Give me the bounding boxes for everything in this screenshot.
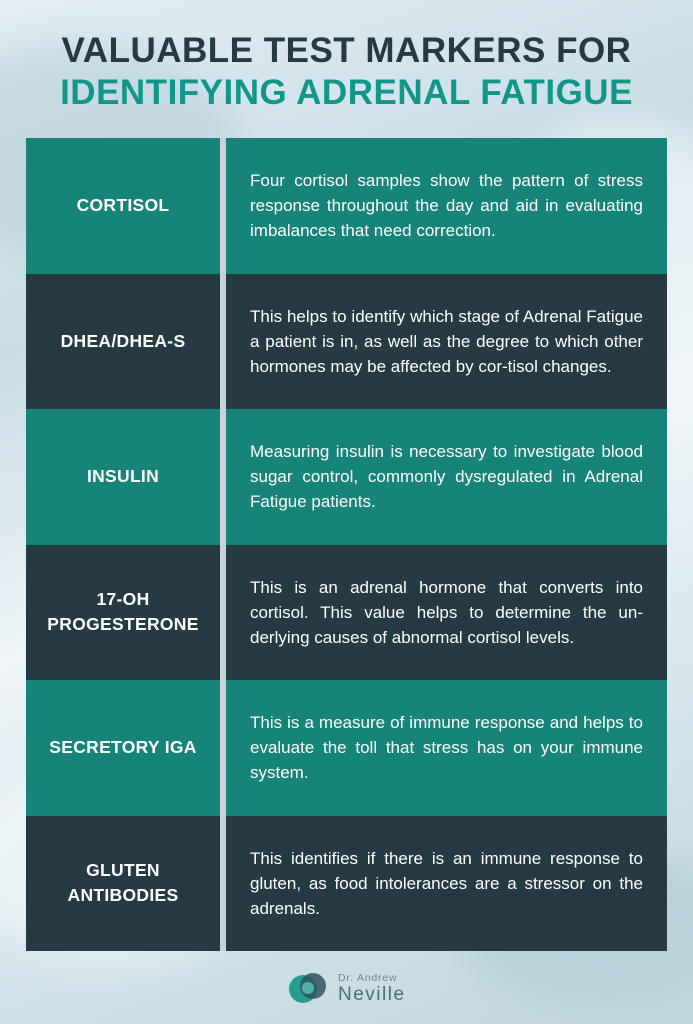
marker-row-dhea	[26, 274, 667, 410]
markers-table	[26, 138, 667, 951]
marker-description-cell	[226, 680, 667, 816]
marker-label: 17-OH PROGESTERONE	[47, 589, 199, 635]
logo-prefix: Dr. Andrew	[338, 972, 398, 984]
marker-description-cell	[226, 409, 667, 545]
marker-row-17-oh-progesterone	[26, 545, 667, 681]
marker-description: This is an adrenal hormone that converts into cortisol. This value helps to determine the un-derlying causes of abnormal cortisol levels.	[250, 577, 643, 647]
marker-label-cell	[26, 545, 220, 681]
marker-label-cell	[26, 409, 220, 545]
marker-description: This helps to identify which stage of Adrenal Fatigue a patient is in, as well as the degree to which other hormones may be affected by cor-tisol changes.	[250, 306, 643, 376]
marker-description-cell	[226, 816, 667, 952]
marker-label: GLUTEN ANTIBODIES	[67, 860, 179, 906]
marker-description: Measuring insulin is necessary to investigate blood sugar control, commonly dysregulated in Adrenal Fatigue patients.	[250, 442, 643, 512]
marker-label: DHEA/DHEA-S	[60, 330, 186, 351]
logo-name: Neville	[338, 984, 406, 1005]
page-title-line2: IDENTIFYING ADRENAL FATIGUE	[60, 73, 633, 112]
marker-description-cell	[226, 138, 667, 274]
marker-row-insulin	[26, 409, 667, 545]
brand-logo	[288, 968, 418, 1010]
marker-label: SECRETORY IGA	[49, 737, 197, 758]
marker-label-cell	[26, 816, 220, 952]
marker-description-cell	[226, 274, 667, 410]
marker-description: Four cortisol samples show the pattern of stress response throughout the day and aid in evaluating imbalances that need correction.	[250, 171, 643, 241]
marker-description-cell	[226, 545, 667, 681]
marker-label: CORTISOL	[76, 195, 170, 216]
marker-label: INSULIN	[86, 466, 160, 487]
marker-row-cortisol	[26, 138, 667, 274]
marker-label-cell	[26, 680, 220, 816]
marker-label-cell	[26, 274, 220, 410]
page-title-line1: VALUABLE TEST MARKERS FOR	[61, 31, 632, 70]
marker-label-cell	[26, 138, 220, 274]
page-header	[0, 30, 693, 114]
marker-description: This identifies if there is an immune response to gluten, as food intolerances are a stressor on the adrenals.	[250, 848, 643, 918]
marker-row-secretory-iga	[26, 680, 667, 816]
marker-row-gluten-antibodies	[26, 816, 667, 952]
marker-description: This is a measure of immune response and helps to evaluate the toll that stress has on your immune system.	[250, 713, 643, 783]
logo-mark-icon	[288, 970, 328, 1006]
